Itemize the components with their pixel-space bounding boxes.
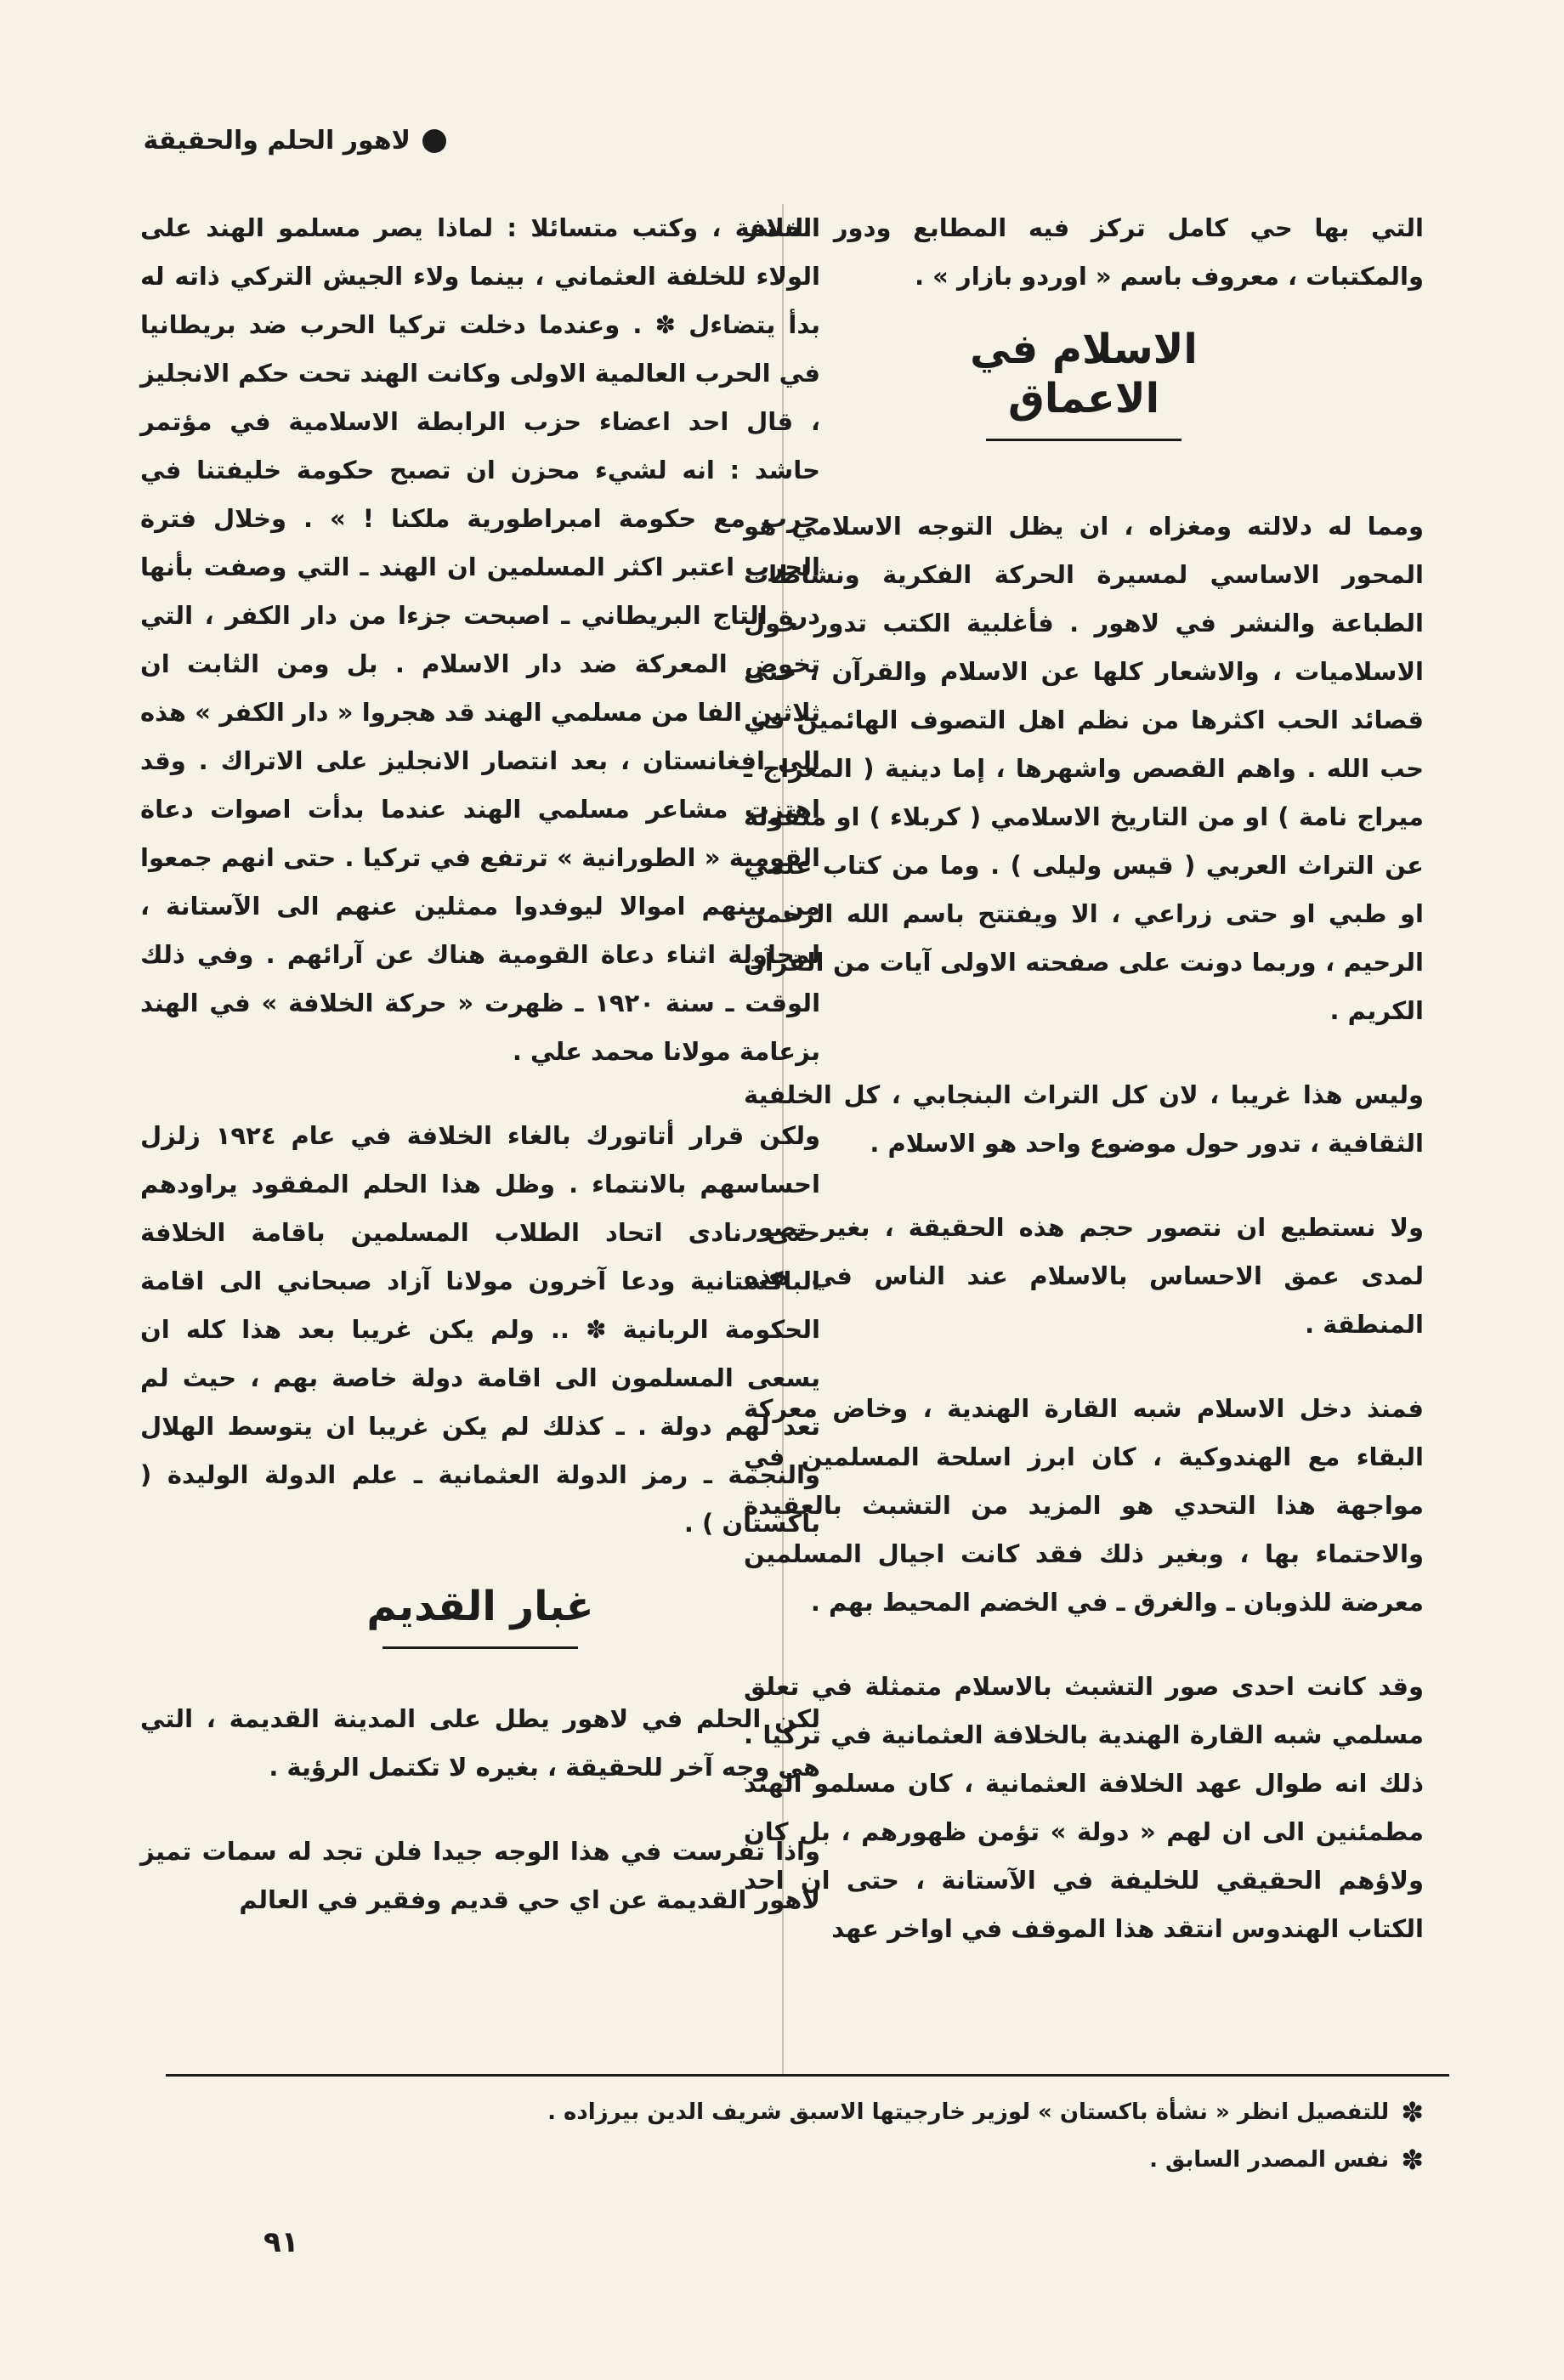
- intro-paragraph: التي بها حي كامل تركز فيه المطابع ودور النشر والمكتبات ، معروف باسم « اوردو بازار » .: [744, 213, 1424, 291]
- footnote-text: نفس المصدر السابق .: [1149, 2147, 1390, 2173]
- body-paragraph: الخلافة ، وكتب متسائلا : لماذا يصر مسلمو الهند على الولاء للخلفة العثماني ، بينما ولاء الجيش التركي ذاته له بدأ يتضاءل ✽ . وعندما دخلت تركيا الحرب ضد بريطانيا في الحرب العالمية الاولى وكانت الهند تحت حكم الانجليز ، قال احد اعضاء حزب الرابطة الاسلامية في مؤتمر حاشد : انه لشيء محزن ان تصبح حكومة خليفتنا في حرب مع حكومة امبراطورية ملكنا ! » . وخلال فترة الحرب اعتبر اكثر المسلمين ان الهند ـ التي وصفت بأنها درة التاج البريطاني ـ اصبحت جزءا من دار الكفر ، التي تخوض المعركة ضد دار الاسلام . بل ومن الثابت ان ثلاثين الفا من مسلمي الهند قد هجروا « دار الكفر » هذه الى افغانستان ، بعد انتصار الانجليز على الاتراك . وقد اهتزت مشاعر مسلمي الهند عندما بدأت اصوات دعاة القومية « الطورانية » ترتفع في تركيا . حتى انهم جمعوا من بينهم اموالا ليوفدوا ممثلين عنهم الى الآستانة ، لمحاولة اثناء دعاة القومية هناك عن آرائهم . وفي ذلك الوقت ـ سنة ١٩٢٠ ـ ظهرت « حركة الخلافة » في الهند بزعامة مولانا محمد علي .: [140, 213, 821, 1066]
- heading-underline: [986, 439, 1182, 441]
- body-paragraph: فمنذ دخل الاسلام شبه القارة الهندية ، وخاض معركة البقاء مع الهندوكية ، كان ابرز اسلحة المسلمين في مواجهة هذا التحدي هو المزيد من التشبث بالعقيدة والاحتماء بها ، وبغير ذلك فقد كانت اجيال المسلمين معرضة للذوبان ـ والغرق ـ في الخضم المحيط بهم .: [744, 1394, 1424, 1617]
- body-paragraph: وقد كانت احدى صور التشبث بالاسلام متمثلة في تعلق مسلمي شبه القارة الهندية بالخلافة العثمانية في تركيا . ذلك انه طوال عهد الخلافة العثمانية ، كان مسلمو الهند مطمئنين الى ان لهم « دولة » تؤمن ظهورهم ، بل كان ولاؤهم الحقيقي للخليفة في الآستانة ، حتى ان احد الكتاب الهندوس انتقد هذا الموقف في اواخر عهد: [744, 1672, 1424, 1943]
- page-number: ٩١: [264, 2225, 299, 2259]
- section-heading-islam: الاسلام في الاعماق: [970, 326, 1198, 422]
- footnote-item: [140, 2093, 1424, 2132]
- footnote-divider: [166, 2074, 1449, 2077]
- bullet-icon: [422, 129, 446, 153]
- body-paragraph: ومما له دلالته ومغزاه ، ان يظل التوجه الاسلامي هو المحور الاساسي لمسيرة الحركة الفكرية ونشاطات الطباعة والنشر في لاهور . فأغلبية الكتب تدور حول الاسلاميات ، والاشعار كلها عن الاسلام والقرآن ، حتى قصائد الحب اكثرها من نظم اهل التصوف الهائمين في حب الله . واهم القصص واشهرها ، إما دينية ( المعراج ـ ميراج نامة ) او من التاريخ الاسلامي ( كربلاء ) او منقولة عن التراث العربي ( قيس وليلى ) . وما من كتاب علمي او طبي او حتى زراعي ، الا ويفتتح باسم الله الرحمن الرحيم ، وربما دونت على صفحته الاولى آيات من القرآن الكريم .: [744, 512, 1424, 1025]
- running-header: [143, 126, 446, 156]
- asterisk-icon: ✽: [1401, 2144, 1424, 2176]
- section-heading-old-dust: غبار القديم: [366, 1583, 594, 1630]
- footnote-item: [140, 2140, 1424, 2179]
- body-paragraph: واذا تفرست في هذا الوجه جيدا فلن تجد له سمات تميز لاهور القديمة عن اي حي قديم وفقير في العالم: [140, 1837, 820, 1914]
- left-column: [140, 204, 820, 1924]
- body-paragraph: لكن الحلم في لاهور يطل على المدينة القديمة ، التي هي وجه آخر للحقيقة ، بغيره لا تكتمل الرؤية .: [140, 1704, 820, 1782]
- body-paragraph: وليس هذا غريبا ، لان كل التراث البنجابي ، كل الخلفية الثقافية ، تدور حول موضوع واحد هو الاسلام .: [744, 1080, 1424, 1158]
- body-paragraph: ولا نستطيع ان نتصور حجم هذه الحقيقة ، بغير تصور لمدى عمق الاحساس بالاسلام عند الناس في هذه المنطقة .: [744, 1213, 1424, 1339]
- footnotes: [140, 2093, 1424, 2188]
- asterisk-icon: ✽: [1401, 2096, 1424, 2128]
- heading-underline: [382, 1646, 578, 1649]
- running-title: لاهور الحلم والحقيقة: [143, 126, 411, 156]
- right-column: [744, 204, 1424, 1953]
- footnote-text: للتفصيل انظر « نشأة باكستان » لوزير خارجيتها الاسبق شريف الدين بيرزاده .: [547, 2100, 1390, 2125]
- body-paragraph: ولكن قرار أتاتورك بالغاء الخلافة في عام ١٩٢٤ زلزل احساسهم بالانتماء . وظل هذا الحلم المفقود يراودهم حتى نادى اتحاد الطلاب المسلمين باقامة الخلافة الباكستانية ودعا آخرون مولانا آزاد صبحاني الى اقامة الحكومة الربانية ✽ .. ولم يكن غريبا بعد هذا كله ان يسعى المسلمون الى اقامة دولة خاصة بهم ، حيث لم تعد لهم دولة . ـ كذلك لم يكن غريبا ان يتوسط الهلال والنجمة ـ رمز الدولة العثمانية ـ علم الدولة الوليدة ( باكستان ) .: [140, 1121, 820, 1538]
